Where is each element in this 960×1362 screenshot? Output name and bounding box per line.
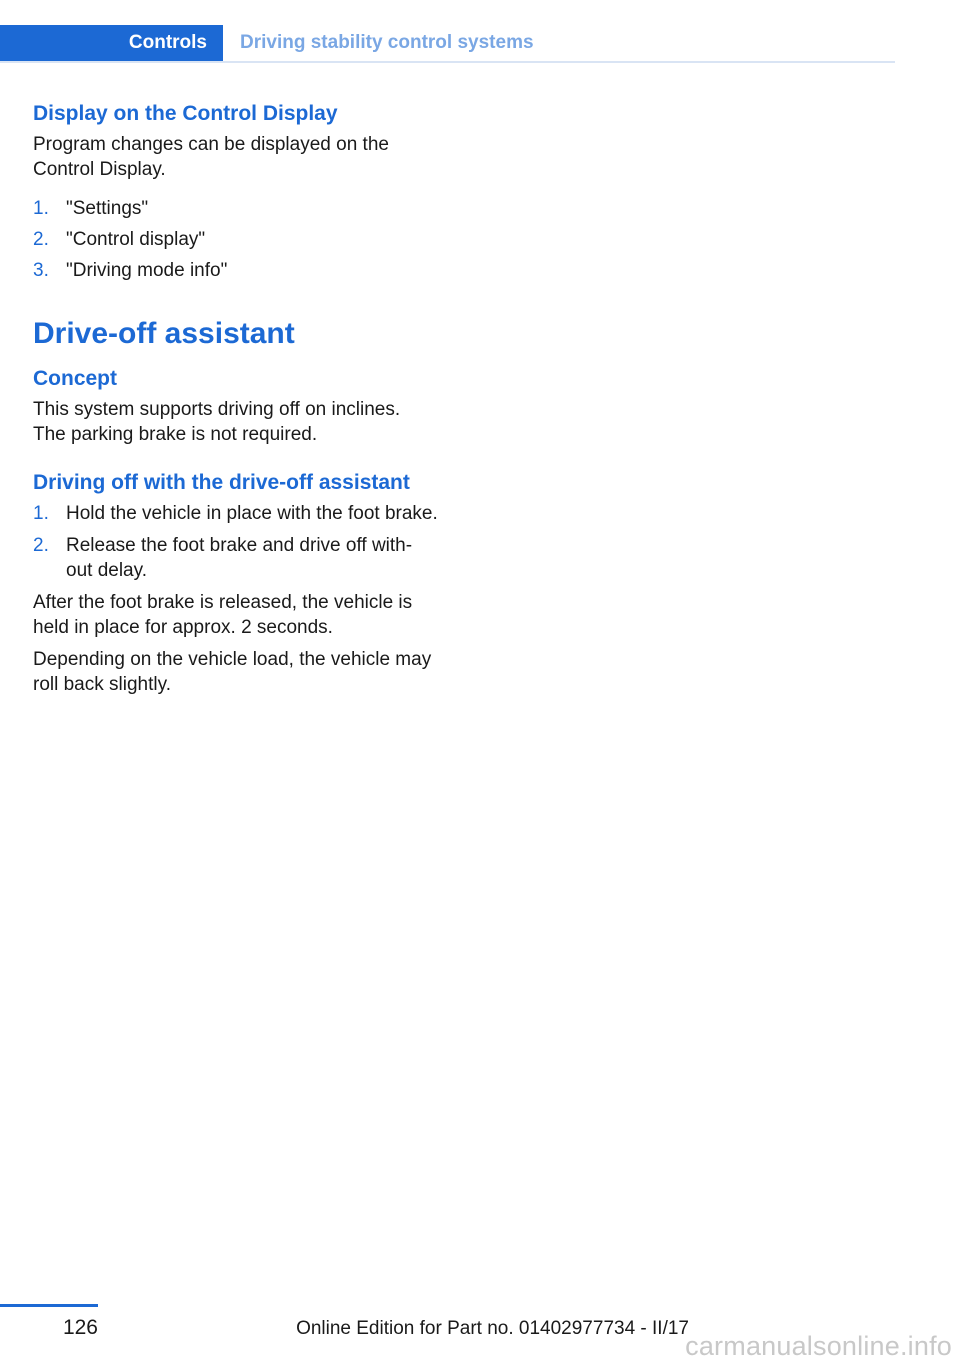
list-item <box>33 258 463 283</box>
list-item <box>33 196 463 221</box>
control-display-intro: Program changes can be displayed on the Control Display. <box>33 134 389 180</box>
page-content <box>33 100 463 697</box>
page-header <box>0 25 895 63</box>
header-chapter-label: Driving stability control systems <box>240 32 534 53</box>
paragraph-hold: After the foot brake is released, the vehicle is held in place for approx. 2 seconds. <box>33 592 413 638</box>
list-text: Hold the vehicle in place with the foot brake. <box>66 503 438 524</box>
list-number: 1. <box>33 503 49 524</box>
list-text: "Settings" <box>66 198 149 219</box>
list-number: 2. <box>33 535 49 556</box>
heading-drive-off-assistant: Drive-off assistant <box>33 317 295 350</box>
list-number: 1. <box>33 198 49 219</box>
footer-rule <box>0 1304 98 1307</box>
list-number: 3. <box>33 260 49 281</box>
watermark: carmanualsonline.info <box>685 1331 952 1361</box>
paragraph-roll-back: Depending on the vehicle load, the vehicle may roll back slightly. <box>33 649 432 695</box>
control-display-steps <box>33 196 463 283</box>
heading-control-display: Display on the Control Display <box>33 102 338 125</box>
page-number: 126 <box>62 1316 98 1339</box>
heading-concept: Concept <box>33 367 117 390</box>
list-number: 2. <box>33 229 49 250</box>
header-section-label: Controls <box>0 25 223 61</box>
list-text: "Driving mode info" <box>66 260 228 281</box>
list-text: "Control display" <box>66 229 206 250</box>
edition-label: Online Edition for Part no. 01402977734 - II/17 <box>296 1318 689 1339</box>
list-item <box>33 501 438 526</box>
concept-text: This system supports driving off on inclines. The parking brake is not required. <box>33 399 401 445</box>
list-text: Release the foot brake and drive off with-out delay. <box>66 535 413 581</box>
heading-driving-off: Driving off with the drive-off assistant <box>33 471 410 494</box>
list-item <box>33 227 463 252</box>
driving-off-steps <box>33 501 463 583</box>
list-item <box>33 533 438 583</box>
